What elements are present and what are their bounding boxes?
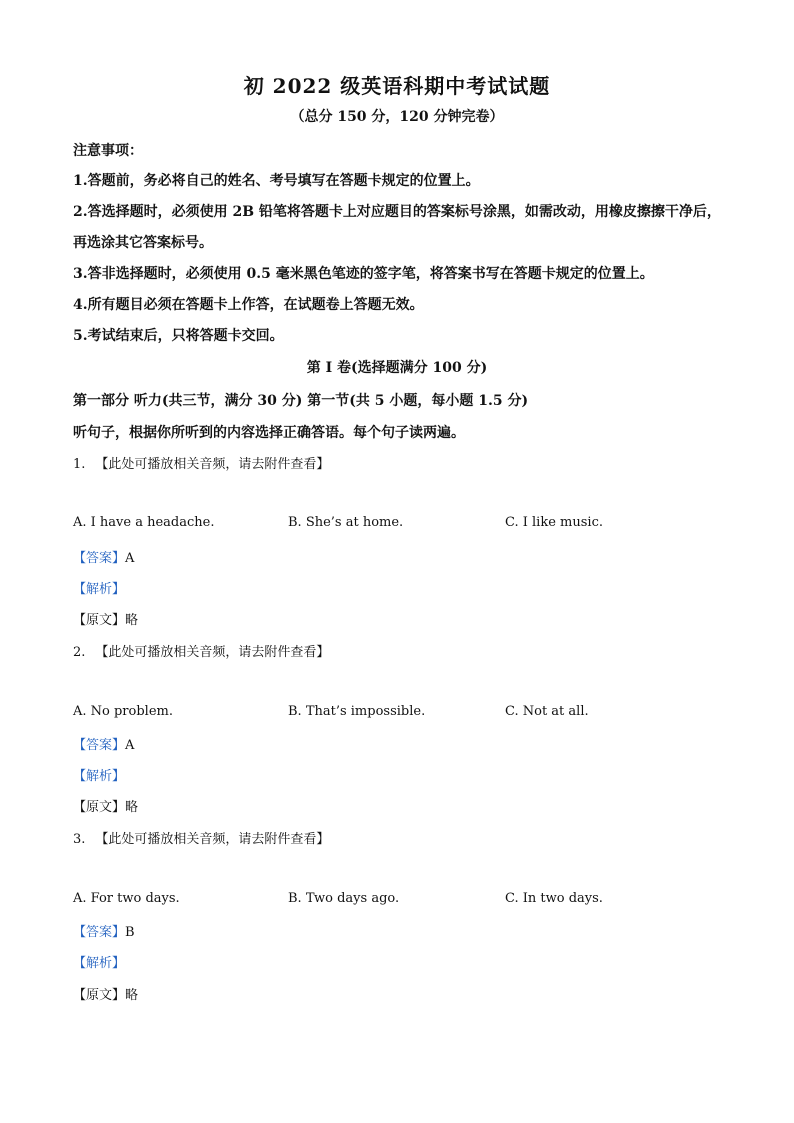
exam-title: 初 2022 级英语科期中考试试题: [243, 74, 551, 98]
notice-item-1: 1.答题前，务必将自己的姓名、考号填写在答题卡规定的位置上。: [73, 173, 480, 189]
question-3-original: 【原文】略: [73, 988, 139, 1003]
question-2-original: 【原文】略: [73, 800, 139, 815]
answer-value: A: [125, 551, 135, 566]
answer-value: B: [125, 925, 135, 940]
notice-item-3: 3.答非选择题时，必须使用 0.5 毫米黑色笔迹的签字笔，将答案书写在答题卡规定的位置上。: [73, 266, 654, 282]
answer-value: A: [125, 738, 135, 753]
question-2-answer: [73, 734, 134, 753]
analysis-tag: 【解析】: [73, 956, 126, 971]
question-2-analysis: [73, 765, 125, 784]
question-3-option-a: A. For two days.: [73, 891, 180, 906]
exam-subtitle: （总分 150 分，120 分钟完卷）: [290, 109, 504, 125]
audio-link[interactable]: 【此处可播放相关音频，请去附件查看】: [95, 832, 330, 847]
answer-tag: 【答案】: [73, 551, 126, 566]
question-3-stem: [73, 828, 329, 847]
analysis-tag: 【解析】: [73, 582, 126, 597]
audio-link[interactable]: 【此处可播放相关音频，请去附件查看】: [95, 457, 330, 472]
volume-heading: 第 I 卷(选择题满分 100 分): [306, 360, 488, 376]
question-2-stem: [73, 641, 329, 660]
question-3-option-c: C. In two days.: [505, 891, 603, 906]
question-3-analysis: [73, 952, 125, 971]
question-2-option-c: C. Not at all.: [505, 704, 589, 719]
question-1-analysis: [73, 578, 125, 597]
question-3-answer: [73, 921, 135, 940]
answer-tag: 【答案】: [73, 925, 126, 940]
question-1-answer: [73, 547, 134, 566]
question-1-option-a: A. I have a headache.: [73, 515, 215, 530]
question-1-option-b: B. She’s at home.: [288, 515, 404, 530]
part-heading: 第一部分 听力(共三节，满分 30 分) 第一节(共 5 小题，每小题 1.5 分): [73, 393, 529, 409]
question-number: 1.: [73, 457, 86, 472]
question-1-original: 【原文】略: [73, 613, 139, 628]
notice-item-4: 4.所有题目必须在答题卡上作答，在试题卷上答题无效。: [73, 297, 424, 313]
notice-heading: 注意事项：: [73, 143, 143, 159]
part-instruction: 听句子，根据你所听到的内容选择正确答语。每个句子读两遍。: [73, 425, 465, 441]
question-number: 3.: [73, 832, 86, 847]
audio-link[interactable]: 【此处可播放相关音频，请去附件查看】: [95, 645, 330, 660]
answer-tag: 【答案】: [73, 738, 126, 753]
question-2-option-b: B. That’s impossible.: [288, 704, 426, 719]
analysis-tag: 【解析】: [73, 769, 126, 784]
notice-item-5: 5.考试结束后，只将答题卡交回。: [73, 328, 284, 344]
question-3-option-b: B. Two days ago.: [288, 891, 400, 906]
question-2-option-a: A. No problem.: [73, 704, 173, 719]
question-1-stem: [73, 453, 329, 472]
question-1-option-c: C. I like music.: [505, 515, 603, 530]
question-number: 2.: [73, 645, 86, 660]
notice-item-2: 2.答选择题时，必须使用 2B 铅笔将答题卡上对应题目的答案标号涂黑，如需改动，用橡皮擦擦干净后，再选涂其它答案标号。: [73, 204, 721, 251]
